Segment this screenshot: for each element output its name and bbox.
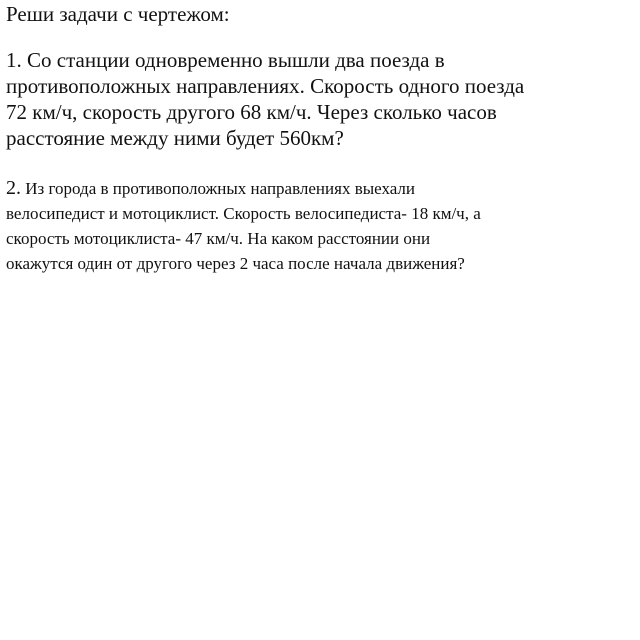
task-1-line: расстояние между ними будет 560км? xyxy=(6,126,344,150)
task-2-first-line xyxy=(6,176,636,201)
task-2-line: велосипедист и мотоциклист. Скорость велосипедиста- 18 км/ч, а xyxy=(6,204,481,223)
task-1-line: 72 км/ч, скорость другого 68 км/ч. Через сколько часов xyxy=(6,100,497,124)
task-2-line: окажутся один от другого через 2 часа после начала движения? xyxy=(6,254,465,273)
document-heading: Реши задачи с чертежом: xyxy=(6,2,230,26)
task-2-line: скорость мотоциклиста- 47 км/ч. На каком расстоянии они xyxy=(6,229,431,248)
task-1-line: противоположных направлениях. Скорость одного поезда xyxy=(6,74,525,98)
task-1-paragraph xyxy=(6,47,636,151)
task-1-line: 1. Со станции одновременно вышли два поезда в xyxy=(6,48,445,72)
task-2-number: 2. xyxy=(6,177,21,199)
task-2-paragraph xyxy=(6,176,636,276)
task-2-line: Из города в противоположных направлениях выехали xyxy=(25,179,416,198)
